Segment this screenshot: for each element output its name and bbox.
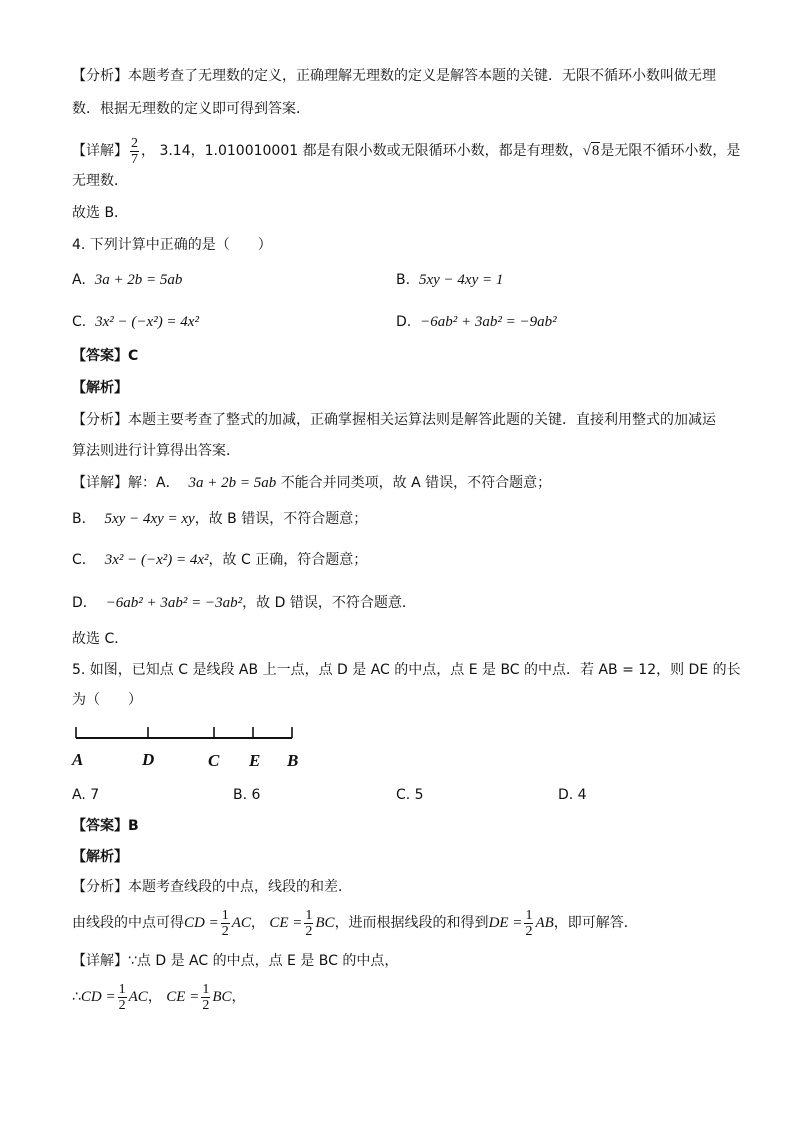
q4-analysis-line2: 算法则进行计算得出答案． [72, 443, 240, 459]
q5-answer: 【答案】B [72, 818, 139, 834]
point-label-c: C [208, 751, 220, 770]
detail-label: 【详解】 [72, 143, 128, 159]
fraction-one-half: $\frac{1}{2}$ [221, 907, 229, 939]
q4-jiexi: 【解析】 [72, 380, 128, 396]
point-label-a: A [72, 750, 84, 769]
fraction-numerator: 2 [131, 135, 138, 151]
expression: 3a + 2b = 5ab [94, 272, 183, 288]
q3-detail [72, 134, 740, 168]
q3-analysis-line2: 数．根据无理数的定义即可得到答案． [72, 101, 310, 117]
q5-therefore-line: ∴CD = $\frac{1}{2}$ AC， CE = $\frac{1}{2}$ BC， [72, 981, 246, 1013]
q5-option-d: D. 4 [558, 787, 587, 803]
expression: 5xy − 4xy = xy [104, 511, 195, 527]
q5-analysis: 【分析】本题考查线段的中点，线段的和差． [72, 879, 352, 895]
expression: 3a + 2b = 5ab [188, 475, 277, 491]
q5-stem-line2: 为（ ） [72, 692, 142, 708]
q4-detail-a: 【详解】解：A． 3a + 2b = 5ab 不能合并同类项，故 A 错误，不符合题意； [72, 475, 552, 491]
q5-option-b: B. 6 [233, 787, 261, 803]
fraction-2-7 [130, 136, 139, 167]
line-segment-diagram [60, 718, 320, 778]
detail-text: ， 3.14，1.010010001 都是有限小数或无限循环小数，都是有理数， [141, 143, 583, 159]
fraction-one-half: $\frac{1}{2}$ [118, 981, 126, 1013]
q4-option-d: D. −6ab² + 3ab² = −9ab² [396, 314, 557, 330]
point-label-d: D [142, 750, 155, 769]
expression: 3x² − (−x²) = 4x² [95, 314, 199, 330]
expression: 3x² − (−x²) = 4x² [104, 552, 209, 568]
q4-detail-d: D． −6ab² + 3ab² = −3ab²，故 D 错误，不符合题意． [72, 595, 416, 611]
q4-option-b: B. 5xy − 4xy = 1 [396, 272, 504, 288]
q5-jiexi: 【解析】 [72, 849, 128, 865]
expression: 5xy − 4xy = 1 [418, 272, 504, 288]
q4-stem: 4. 下列计算中正确的是（ ） [72, 237, 272, 253]
expression: −6ab² + 3ab² = −9ab² [420, 314, 557, 330]
fraction-one-half: $\frac{1}{2}$ [305, 907, 313, 939]
q4-detail-c: C． 3x² − (−x²) = 4x²，故 C 正确，符合题意； [72, 552, 368, 568]
q5-stem-line1: 5. 如图，已知点 C 是线段 AB 上一点，点 D 是 AC 的中点，点 E 是 BC 的中点．若 AB = 12，则 DE 的长 [72, 662, 741, 678]
expression: −6ab² + 3ab² = −3ab² [105, 595, 243, 611]
q5-option-c: C. 5 [396, 787, 424, 803]
q4-analysis-line1: 【分析】本题主要考查了整式的加减，正确掌握相关运算法则是解答此题的关键．直接利用整式的加减运 [72, 412, 716, 428]
sqrt-8: √8 [582, 143, 600, 159]
q5-option-a: A. 7 [72, 787, 100, 803]
fraction-one-half: $\frac{1}{2}$ [202, 981, 210, 1013]
q3-choose: 故选 B． [72, 205, 129, 221]
q5-detail-line: 【详解】∵点 D 是 AC 的中点，点 E 是 BC 的中点， [72, 953, 399, 969]
q4-option-c: C. 3x² − (−x²) = 4x² [72, 314, 199, 330]
q3-analysis-line1: 【分析】本题考查了无理数的定义，正确理解无理数的定义是解答本题的关键．无限不循环小数叫做无理 [72, 68, 716, 84]
q3-detail-line2: 无理数． [72, 173, 128, 189]
q4-detail-b: B． 5xy − 4xy = xy，故 B 错误，不符合题意； [72, 511, 368, 527]
q4-choose: 故选 C． [72, 631, 129, 647]
point-label-b: B [287, 751, 299, 770]
fraction-one-half: $\frac{1}{2}$ [525, 907, 533, 939]
point-label-e: E [249, 751, 261, 770]
detail-text-end: 是无限不循环小数，是 [600, 143, 741, 159]
fraction-denominator: 7 [131, 151, 138, 167]
q4-answer: 【答案】C [72, 348, 139, 364]
q4-option-a: A. 3a + 2b = 5ab [72, 272, 183, 288]
q5-midpoint-line: 由线段的中点可得CD = $\frac{1}{2}$ AC， CE = $\frac{1}{2}$ BC，进而根据线段的和得到DE = $\frac{1}{2}$ AB，即可解答． [72, 907, 638, 939]
